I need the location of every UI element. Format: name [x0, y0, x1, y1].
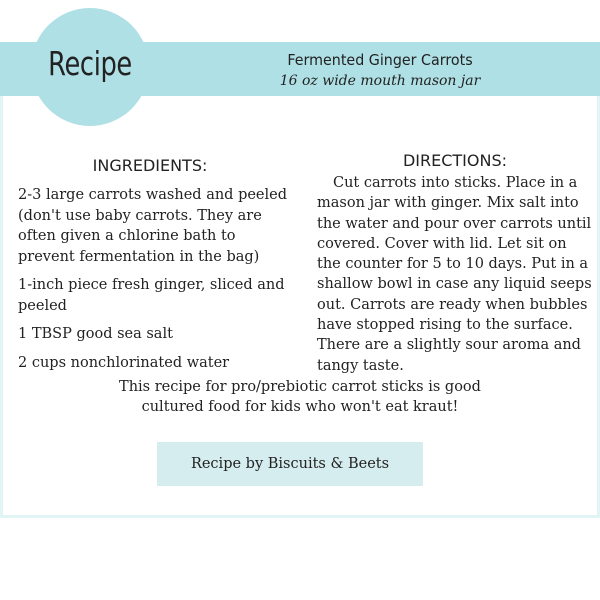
- recipe-title: Fermented Ginger Carrots: [287, 51, 473, 69]
- ingredient-item: 2 cups nonchlorinated water: [18, 354, 230, 371]
- credit-text: Recipe by Biscuits & Beets: [190, 456, 390, 472]
- ingredients-list: [18, 185, 290, 381]
- recipe-subtitle: 16 oz wide mouth mason jar: [279, 73, 481, 89]
- directions-text: Cut carrots into sticks. Place in a mason jar with ginger. Mix salt into the water and pour over carrots until covered. Cover with lid. Let sit on the counter for 5 to 10 days. Put in a shallow bowl in case any liquid seeps out. Carrots are ready when bubbles have stopped rising to the surface. There are a slightly sour aroma and tangy taste.: [317, 175, 592, 374]
- directions-heading: DIRECTIONS:: [402, 151, 508, 170]
- credit-box: [157, 442, 423, 486]
- ingredient-item: 1 TBSP good sea salt: [18, 326, 173, 342]
- ingredient-item: 2-3 large carrots washed and peeled (don't use baby carrots. They are often given a chlorine bath to prevent fermentation in the bag): [18, 187, 288, 265]
- badge-label: Recipe: [48, 44, 132, 83]
- ingredients-heading: INGREDIENTS:: [92, 156, 208, 175]
- ingredient-item: 1-inch piece fresh ginger, sliced and peeled: [18, 277, 285, 314]
- recipe-note: This recipe for pro/prebiotic carrot sticks is good cultured food for kids who won't eat kraut!: [119, 379, 481, 415]
